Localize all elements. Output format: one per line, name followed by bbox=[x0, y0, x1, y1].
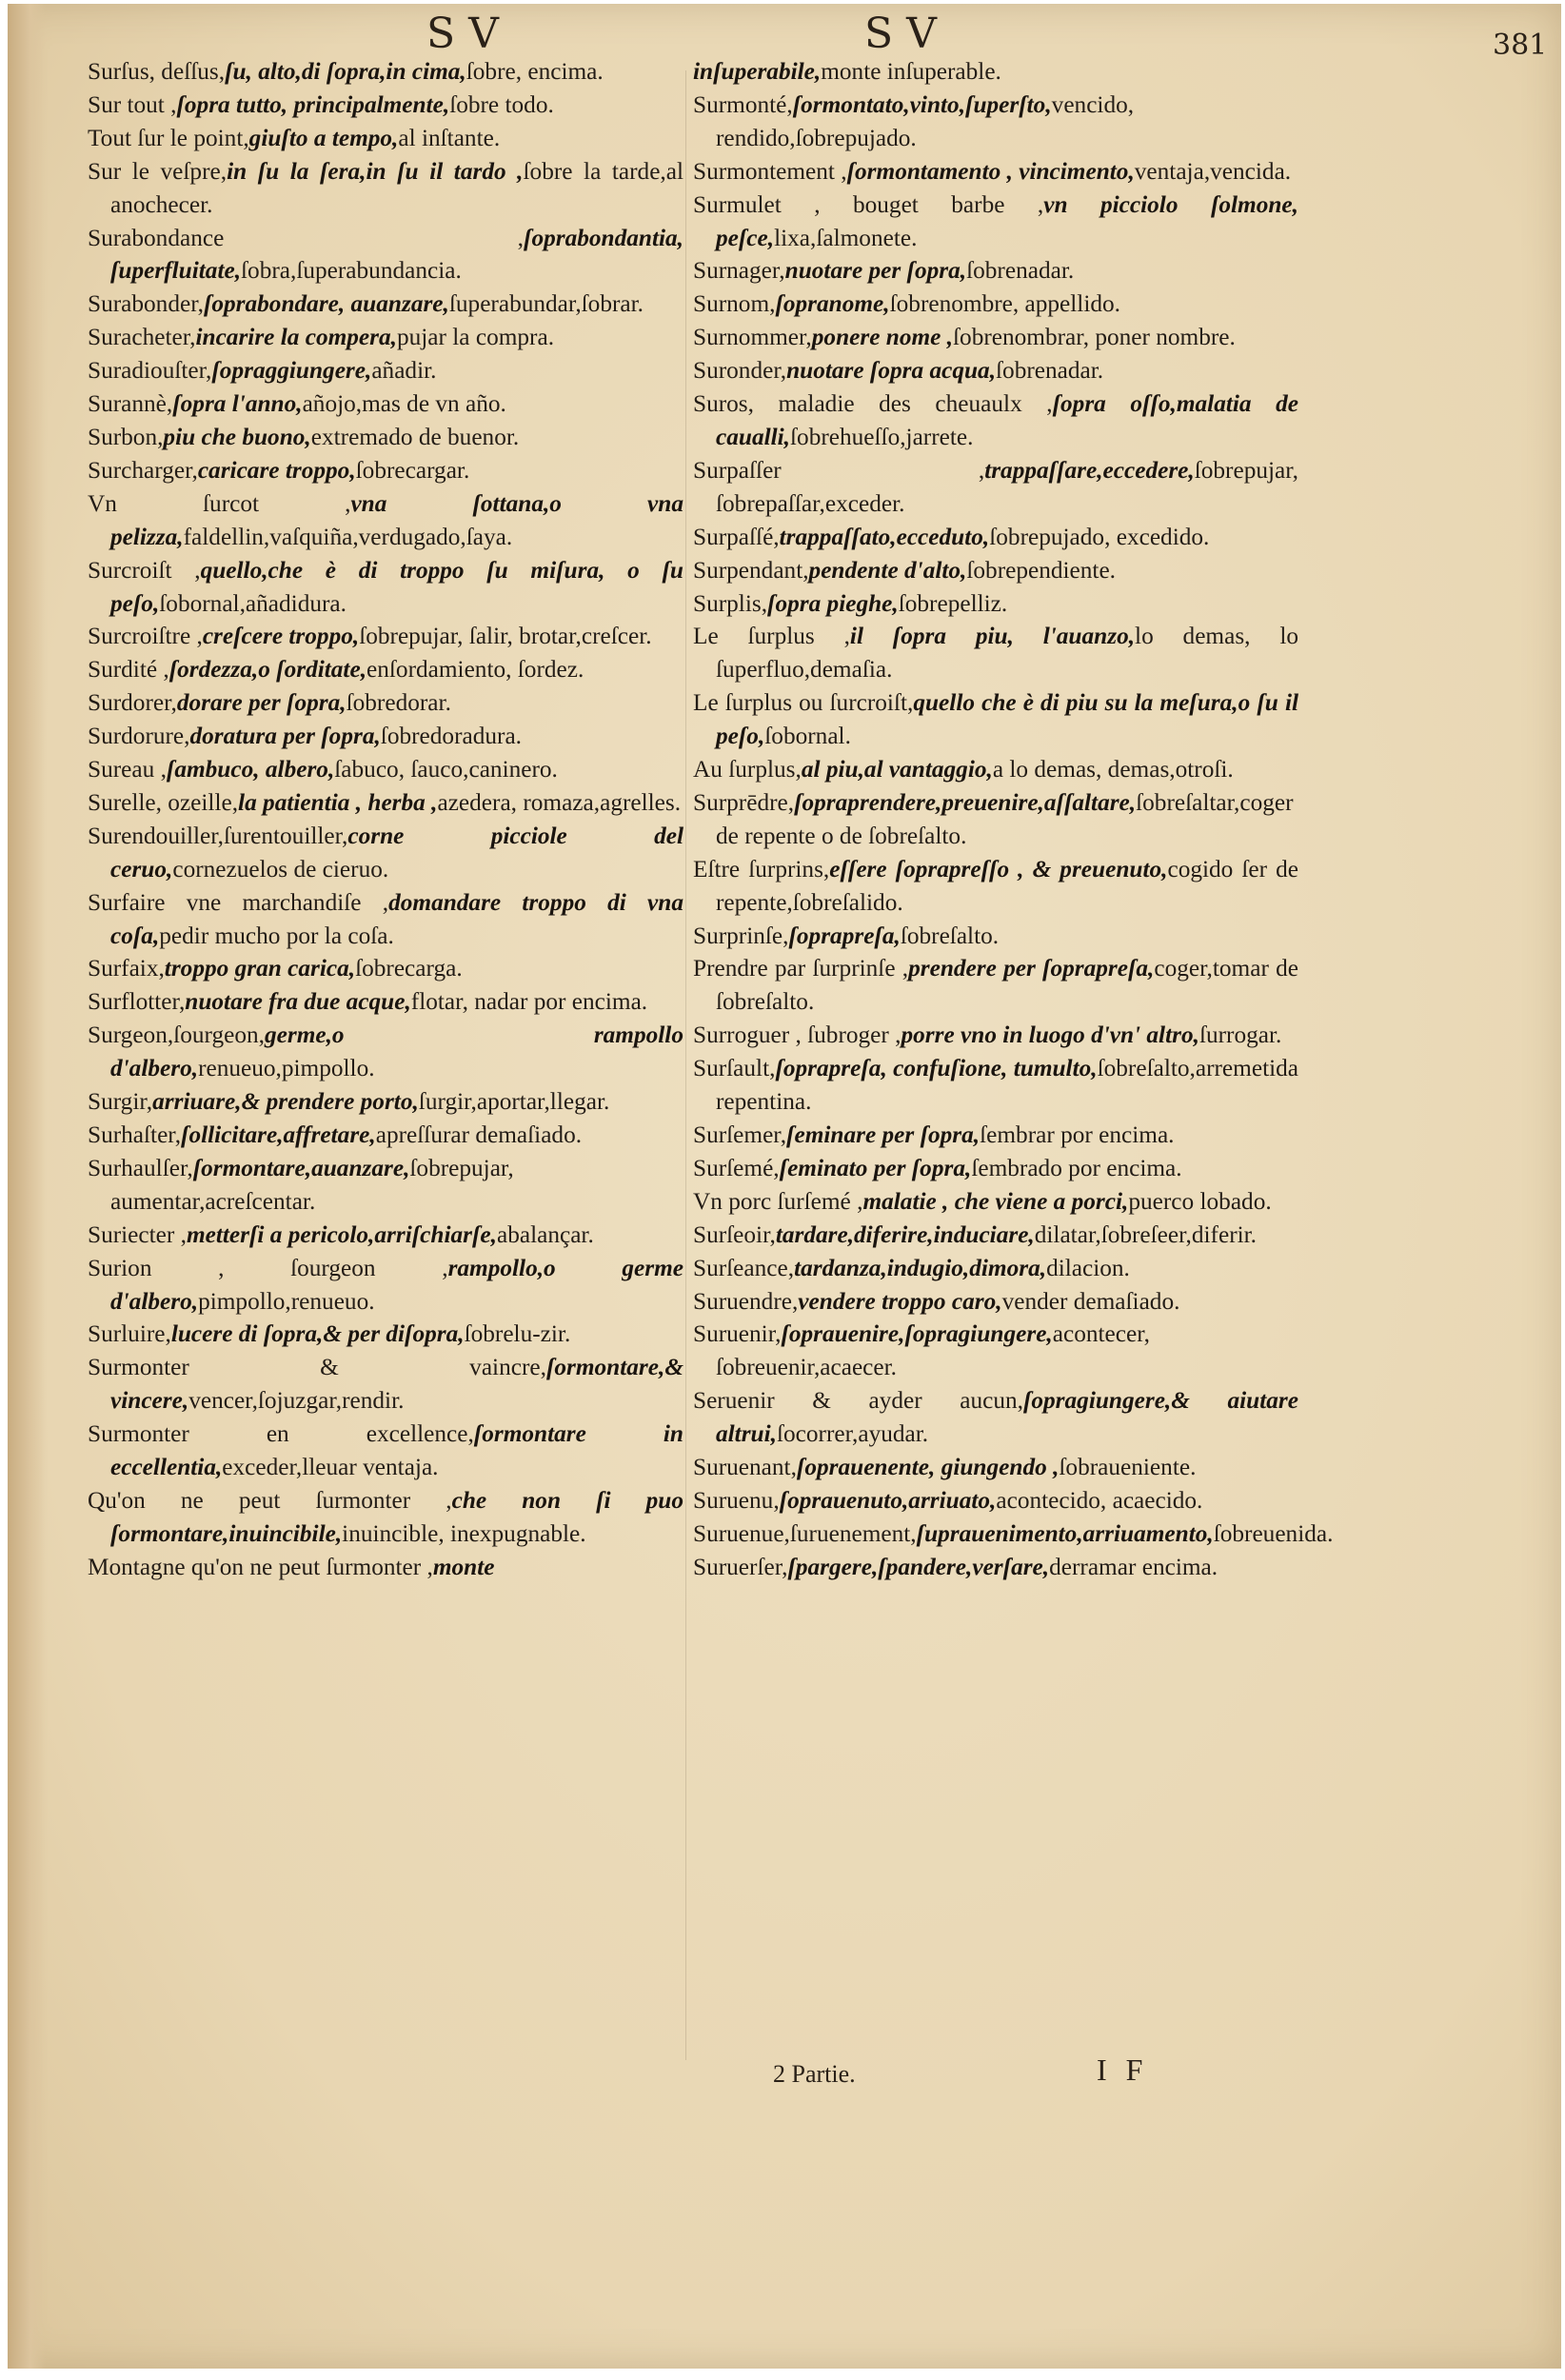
french-headword: Eſtre ſurprins, bbox=[693, 855, 830, 883]
italian-gloss: prendere per ſoprapreſa, bbox=[908, 955, 1155, 982]
signature-mark: I F bbox=[1097, 2053, 1149, 2087]
french-headword: Le ſurplus ou ſurcroiſt, bbox=[693, 689, 914, 717]
italian-gloss: quello che è di piu su la meſura,o ſu il peſo, bbox=[716, 689, 1299, 750]
italian-gloss: vna ſottana,o vna pelizza, bbox=[110, 489, 683, 550]
dictionary-entry bbox=[693, 354, 1298, 387]
italian-gloss: ponere nome , bbox=[811, 324, 954, 351]
dictionary-entry bbox=[88, 1418, 683, 1484]
dictionary-entry bbox=[88, 354, 683, 387]
dictionary-entry bbox=[88, 487, 683, 554]
dictionary-entry bbox=[88, 1152, 683, 1219]
french-headword: Surſus, deſſus, bbox=[88, 58, 226, 85]
italian-gloss: rampollo,o germe d'albero, bbox=[110, 1254, 683, 1315]
spanish-gloss: ſabuco, ſauco,caninero. bbox=[334, 756, 558, 783]
french-headword: Surcroiſt , bbox=[88, 556, 201, 584]
spanish-gloss: ſobrecargar. bbox=[355, 456, 470, 484]
spanish-gloss: ſobre, encima. bbox=[466, 58, 604, 85]
french-headword: Suruerſer, bbox=[693, 1553, 788, 1580]
french-headword: Surhaulſer, bbox=[88, 1154, 193, 1181]
french-headword: Surgir, bbox=[88, 1088, 153, 1116]
dictionary-entry bbox=[88, 620, 683, 653]
spanish-gloss: ſobrependiente. bbox=[966, 556, 1117, 584]
italian-gloss: ſeminato per ſopra, bbox=[779, 1154, 972, 1181]
spanish-gloss: ſobornal,añadidura. bbox=[159, 589, 347, 617]
spanish-gloss: lo demas, lo ſuperfluo,demaſia. bbox=[716, 623, 1298, 684]
dictionary-entry bbox=[693, 920, 1298, 953]
french-headword: Surgeon,ſourgeon, bbox=[88, 1021, 265, 1049]
dictionary-entry bbox=[693, 1517, 1334, 1551]
italian-gloss: ſopra pieghe, bbox=[767, 589, 899, 617]
dictionary-entry bbox=[693, 1152, 1298, 1185]
italian-gloss: ſormontare in eccellentia, bbox=[110, 1420, 683, 1481]
italian-gloss: ſuprauenimento,arriuamento, bbox=[916, 1519, 1214, 1547]
italian-gloss: troppo gran carica, bbox=[164, 955, 356, 982]
french-headword: Au ſurplus, bbox=[693, 756, 802, 783]
french-headword: Surion , ſourgeon , bbox=[88, 1254, 448, 1281]
french-headword: Surnommer, bbox=[693, 324, 812, 351]
dictionary-entry bbox=[88, 886, 683, 953]
spanish-gloss: enſordamiento, ſordez. bbox=[366, 656, 584, 684]
french-headword: Surprēdre, bbox=[693, 788, 795, 816]
italian-gloss: quello,che è di troppo ſu miſura, o ſu peſo, bbox=[110, 556, 683, 617]
running-head-right: SV bbox=[864, 10, 950, 58]
spanish-gloss: ventaja,vencida. bbox=[1134, 157, 1292, 185]
italian-gloss: nuotare per ſopra, bbox=[784, 257, 967, 285]
italian-gloss: ſopra l'anno, bbox=[172, 390, 303, 418]
italian-gloss: inſuperabile, bbox=[693, 58, 822, 85]
italian-gloss: germe,o rampollo d'albero, bbox=[110, 1021, 683, 1082]
spanish-gloss: pujar la compra. bbox=[396, 324, 555, 351]
dictionary-entry bbox=[693, 1185, 1298, 1219]
spanish-gloss: ſobrehueſſo,jarrete. bbox=[790, 423, 974, 450]
spanish-gloss: ſobreſalto. bbox=[900, 922, 1000, 949]
spanish-gloss: ſobrepujar, ſobrepaſſar,exceder. bbox=[716, 456, 1298, 517]
italian-gloss: porre vno in luogo d'vn' altro, bbox=[901, 1021, 1199, 1049]
dictionary-entry bbox=[88, 1252, 683, 1319]
italian-gloss: trappaſſare,eccedere, bbox=[984, 456, 1195, 484]
italian-gloss: domandare troppo di vna coſa, bbox=[110, 888, 683, 949]
french-headword: Suruenant, bbox=[693, 1454, 797, 1481]
dictionary-entry bbox=[693, 1052, 1298, 1119]
italian-gloss: vn picciolo ſolmone, peſce, bbox=[716, 190, 1298, 251]
italian-gloss: la patientia , herba , bbox=[238, 788, 438, 816]
french-headword: Suradiouſter, bbox=[88, 357, 212, 385]
french-headword: Surdorer, bbox=[88, 689, 177, 717]
italian-gloss: lucere di ſopra,& per diſopra, bbox=[170, 1320, 465, 1348]
french-headword: Surcharger, bbox=[88, 456, 198, 484]
dictionary-entry bbox=[693, 753, 1298, 786]
column-divider bbox=[685, 70, 686, 2060]
dictionary-entry bbox=[693, 587, 1298, 621]
page-number: 381 bbox=[1493, 29, 1548, 62]
french-headword: Surroguer , ſubroger , bbox=[693, 1021, 901, 1049]
italian-gloss: ſopragiungere,& aiutare altrui, bbox=[716, 1387, 1298, 1448]
italian-gloss: che non ſi puo ſormontare,inuincibile, bbox=[110, 1486, 684, 1547]
dictionary-entry bbox=[88, 222, 683, 288]
french-headword: Surfaix, bbox=[88, 955, 165, 982]
italian-gloss: vendere troppo caro, bbox=[798, 1287, 1002, 1315]
dictionary-entry bbox=[693, 1484, 1298, 1517]
spanish-gloss: ſobornal. bbox=[764, 723, 851, 750]
italian-gloss: ſormontato,vinto,ſuperſto, bbox=[792, 90, 1052, 118]
dictionary-entry bbox=[88, 1119, 683, 1152]
spanish-gloss: al inſtante. bbox=[398, 124, 501, 151]
dictionary-entry bbox=[693, 254, 1298, 288]
italian-gloss: nuotare ſopra acqua, bbox=[786, 357, 997, 385]
spanish-gloss: ſobrepujar, aumentar,acreſcentar. bbox=[110, 1154, 514, 1215]
italian-gloss: incarire la compera, bbox=[195, 324, 397, 351]
spanish-gloss: ſobrepelliz. bbox=[898, 589, 1008, 617]
spanish-gloss: ſocorrer,ayudar. bbox=[776, 1420, 929, 1448]
dictionary-entry bbox=[693, 155, 1298, 188]
french-headword: Surdorure, bbox=[88, 723, 190, 750]
signature-text: 2 Partie. bbox=[773, 2060, 856, 2088]
french-headword: Surendouiller,ſurentouiller, bbox=[88, 822, 348, 849]
french-headword: Surpendant, bbox=[693, 556, 809, 584]
dictionary-entry bbox=[88, 786, 683, 820]
spanish-gloss: inuincible, inexpugnable. bbox=[342, 1519, 586, 1547]
spanish-gloss: renueuo,pimpollo. bbox=[198, 1055, 375, 1082]
spanish-gloss: ſuperabundar,ſobrar. bbox=[448, 290, 644, 318]
spanish-gloss: ſobrenombre, appellido. bbox=[889, 290, 1120, 318]
french-headword: Surpaſſer , bbox=[693, 456, 985, 484]
italian-gloss: ſu, alto,di ſopra,in cima, bbox=[225, 58, 466, 85]
italian-gloss: ſormontare,& vincere, bbox=[110, 1354, 683, 1415]
french-headword: Sureau , bbox=[88, 756, 167, 783]
dictionary-entry bbox=[88, 720, 683, 753]
french-headword: Surprinſe, bbox=[693, 922, 789, 949]
italian-gloss: metterſi a pericolo,arriſchiarſe, bbox=[186, 1220, 497, 1248]
dictionary-entry bbox=[88, 89, 683, 122]
french-headword: Vn porc ſurſemé , bbox=[693, 1187, 863, 1215]
dictionary-entry bbox=[88, 554, 683, 621]
spanish-gloss: exceder,lleuar ventaja. bbox=[222, 1454, 439, 1481]
spanish-gloss: acontecer, ſobreuenir,acaecer. bbox=[716, 1320, 1150, 1381]
french-headword: Surabondance , bbox=[88, 224, 525, 251]
spanish-gloss: azedera, romaza,agrelles. bbox=[437, 788, 682, 816]
dictionary-entry bbox=[88, 820, 683, 886]
spanish-gloss: ſembrado por encima. bbox=[971, 1154, 1182, 1181]
spanish-gloss: derramar encima. bbox=[1049, 1553, 1218, 1580]
italian-gloss: ſopraggiungere, bbox=[211, 357, 372, 385]
running-head-left: SV bbox=[426, 10, 512, 58]
dictionary-entry bbox=[693, 188, 1298, 255]
spanish-gloss: monte inſuperable. bbox=[821, 58, 1001, 85]
dictionary-entry bbox=[693, 321, 1298, 354]
french-headword: Sur le veſpre, bbox=[88, 157, 228, 185]
spanish-gloss: pimpollo,renueuo. bbox=[198, 1287, 375, 1315]
spanish-gloss: coger,tomar de ſobreſalto. bbox=[716, 955, 1298, 1016]
french-headword: Surmonter & vaincre, bbox=[88, 1354, 546, 1381]
dictionary-entry bbox=[693, 1119, 1298, 1152]
italian-gloss: tardare,diferire,induciare, bbox=[775, 1220, 1035, 1248]
french-headword: Surluire, bbox=[88, 1320, 171, 1348]
french-headword: Qu'on ne peut ſurmonter , bbox=[88, 1486, 452, 1514]
spanish-gloss: ſobrenombrar, poner nombre. bbox=[953, 324, 1236, 351]
italian-gloss: arriuare,& prendere porto, bbox=[152, 1088, 419, 1116]
italian-gloss: dorare per ſopra, bbox=[176, 689, 347, 717]
french-headword: Surmonter en excellence, bbox=[88, 1420, 474, 1448]
french-headword: Suracheter, bbox=[88, 324, 196, 351]
dictionary-entry bbox=[693, 1318, 1298, 1384]
dictionary-entry bbox=[693, 686, 1298, 753]
spanish-gloss: ſobrepujado, excedido. bbox=[989, 523, 1210, 550]
french-headword: Surcroiſtre , bbox=[88, 623, 203, 650]
italian-gloss: ſollicitare,affretare, bbox=[181, 1121, 376, 1148]
italian-gloss: doratura per ſopra, bbox=[189, 723, 381, 750]
dictionary-entry bbox=[88, 985, 683, 1019]
italian-gloss: ſoprauenuto,arriuato, bbox=[779, 1486, 997, 1514]
dictionary-entry bbox=[693, 1451, 1298, 1484]
italian-gloss: corne picciole del ceruo, bbox=[110, 822, 683, 883]
dictionary-entry bbox=[88, 686, 683, 720]
italian-gloss: creſcere troppo, bbox=[202, 623, 360, 650]
spanish-gloss: ſobredoradura. bbox=[380, 723, 522, 750]
spanish-gloss: ſobraueniente. bbox=[1059, 1454, 1197, 1481]
spanish-gloss: ſobre todo. bbox=[449, 90, 554, 118]
italian-gloss: ſormontare,auanzare, bbox=[192, 1154, 410, 1181]
dictionary-entry bbox=[88, 55, 683, 89]
spanish-gloss: ſobreſaltar,coger de repente o de ſobreſalto. bbox=[716, 788, 1294, 849]
italian-gloss: ſoprapreſa, bbox=[788, 922, 901, 949]
dictionary-entry bbox=[88, 454, 683, 487]
dictionary-entry bbox=[693, 853, 1298, 920]
french-headword: Surſault, bbox=[693, 1055, 776, 1082]
spanish-gloss: ſobrenadar. bbox=[966, 257, 1075, 285]
spanish-gloss: a lo demas, demas,otroſi. bbox=[992, 756, 1234, 783]
french-headword: Surmonté, bbox=[693, 90, 793, 118]
french-headword: Surdité , bbox=[88, 656, 169, 684]
spanish-gloss: acontecido, acaecido. bbox=[996, 1486, 1203, 1514]
dictionary-entry bbox=[88, 753, 683, 786]
dictionary-entry bbox=[88, 387, 683, 421]
french-headword: Surmontement , bbox=[693, 157, 847, 185]
dictionary-entry bbox=[693, 521, 1298, 554]
dictionary-entry bbox=[88, 288, 683, 321]
dictionary-entry bbox=[693, 1019, 1298, 1052]
dictionary-entry bbox=[693, 1551, 1298, 1584]
left-column bbox=[88, 55, 683, 1584]
italian-gloss: ſoprabondare, auanzare, bbox=[203, 290, 449, 318]
spanish-gloss: faldellin,vaſquiña,verdugado,ſaya. bbox=[183, 523, 513, 550]
dictionary-entry bbox=[88, 653, 683, 686]
dictionary-entry bbox=[88, 1484, 683, 1551]
dictionary-entry bbox=[88, 1551, 683, 1584]
spanish-gloss: ſobredorar. bbox=[346, 689, 451, 717]
spanish-gloss: ſobra,ſuperabundancia. bbox=[241, 257, 462, 285]
italian-gloss: ſoprabondantia, ſuperfluitate, bbox=[110, 224, 683, 285]
spanish-gloss: lixa,ſalmonete. bbox=[774, 224, 918, 251]
dictionary-entry bbox=[88, 1318, 683, 1351]
italian-gloss: monte bbox=[432, 1553, 495, 1580]
french-headword: Suruendre, bbox=[693, 1287, 799, 1315]
dictionary-entry bbox=[88, 421, 683, 454]
italian-gloss: piu che buono, bbox=[163, 423, 311, 450]
dictionary-entry bbox=[88, 1085, 683, 1119]
french-headword: Surnager, bbox=[693, 257, 785, 285]
italian-gloss: ſoprauenente, giungendo , bbox=[796, 1454, 1060, 1481]
dictionary-entry bbox=[693, 1219, 1298, 1252]
spanish-gloss: dilatar,ſobreſeer,diferir. bbox=[1034, 1220, 1258, 1248]
french-headword: Suruenue,ſuruenement, bbox=[693, 1519, 917, 1547]
italian-gloss: ſormontamento , vincimento, bbox=[846, 157, 1135, 185]
spanish-gloss: ſobreſalto,arremetida repentina. bbox=[716, 1055, 1298, 1116]
french-headword: Surſemé, bbox=[693, 1154, 780, 1181]
italian-gloss: malatie , che viene a porci, bbox=[862, 1187, 1129, 1215]
spanish-gloss: abalançar. bbox=[496, 1220, 594, 1248]
french-headword: Vn ſurcot , bbox=[88, 489, 351, 517]
italian-gloss: ſoprauenire,ſopragiungere, bbox=[781, 1320, 1053, 1348]
french-headword: Prendre par ſurprinſe , bbox=[693, 955, 909, 982]
dictionary-entry bbox=[88, 1019, 683, 1085]
spanish-gloss: ſobrepujar, ſalir, brotar,creſcer. bbox=[359, 623, 652, 650]
french-headword: Surſemer, bbox=[693, 1121, 787, 1148]
french-headword: Surmulet , bouget barbe , bbox=[693, 190, 1044, 218]
dictionary-entry bbox=[693, 1384, 1298, 1451]
dictionary-entry bbox=[693, 1285, 1298, 1319]
italian-gloss: ſopra oſſo,malatia de caualli, bbox=[716, 390, 1298, 450]
dictionary-entry bbox=[88, 321, 683, 354]
french-headword: Surnom, bbox=[693, 290, 776, 318]
spanish-gloss: puerco lobado. bbox=[1128, 1187, 1272, 1215]
dictionary-entry bbox=[693, 786, 1298, 853]
italian-gloss: ſoprapreſa, confuſione, tumulto, bbox=[775, 1055, 1098, 1082]
spanish-gloss: ſurrogar. bbox=[1199, 1021, 1282, 1049]
dictionary-entry bbox=[693, 952, 1298, 1019]
spanish-gloss: vender demaſiado. bbox=[1001, 1287, 1180, 1315]
french-headword: Surannè, bbox=[88, 390, 173, 418]
italian-gloss: giuſto a tempo, bbox=[248, 124, 399, 151]
spanish-gloss: extremado de buenor. bbox=[310, 423, 520, 450]
dictionary-entry bbox=[88, 952, 683, 985]
spanish-gloss: cogido ſer de repente,ſobreſalido. bbox=[716, 855, 1298, 916]
french-headword: Surelle, ozeille, bbox=[88, 788, 239, 816]
italian-gloss: nuotare fra due acque, bbox=[185, 988, 411, 1016]
french-headword: Seruenir & ayder aucun, bbox=[693, 1387, 1023, 1415]
dictionary-entry bbox=[693, 554, 1298, 587]
spanish-gloss: añadir. bbox=[371, 357, 437, 385]
dictionary-entry bbox=[693, 55, 1298, 89]
dictionary-entry bbox=[693, 387, 1298, 454]
french-headword: Tout ſur le point, bbox=[88, 124, 249, 151]
spanish-gloss: cornezuelos de cieruo. bbox=[172, 855, 389, 883]
french-headword: Le ſurplus , bbox=[693, 623, 850, 650]
spanish-gloss: vencido, rendido,ſobrepujado. bbox=[716, 90, 1135, 151]
italian-gloss: ſopraprendere,preuenire,aſſaltare, bbox=[794, 788, 1137, 816]
dictionary-entry bbox=[693, 454, 1298, 521]
french-headword: Surabonder, bbox=[88, 290, 204, 318]
right-column bbox=[693, 55, 1334, 1584]
french-headword: Surfaire vne marchandiſe , bbox=[88, 888, 389, 916]
spanish-gloss: ſobrecarga. bbox=[355, 955, 463, 982]
italian-gloss: ſopra tutto, principalmente, bbox=[176, 90, 450, 118]
spanish-gloss: vencer,ſojuzgar,rendir. bbox=[188, 1387, 405, 1415]
french-headword: Suronder, bbox=[693, 357, 787, 385]
french-headword: Suruenu, bbox=[693, 1486, 780, 1514]
french-headword: Surhaſter, bbox=[88, 1121, 182, 1148]
spanish-gloss: añojo,mas de vn año. bbox=[302, 390, 506, 418]
french-headword: Surſeoir, bbox=[693, 1220, 776, 1248]
italian-gloss: ſopranome, bbox=[775, 290, 890, 318]
dictionary-entry bbox=[88, 155, 683, 222]
spanish-gloss: ſobrelu-zir. bbox=[464, 1320, 571, 1348]
dictionary-entry bbox=[88, 1351, 683, 1418]
dictionary-entry bbox=[693, 620, 1298, 686]
french-headword: Suros, maladie des cheuaulx , bbox=[693, 390, 1053, 418]
french-headword: Surpaſſé, bbox=[693, 523, 780, 550]
italian-gloss: ſpargere,ſpandere,verſare, bbox=[787, 1553, 1050, 1580]
italian-gloss: caricare troppo, bbox=[197, 456, 356, 484]
italian-gloss: eſſere ſoprapreſſo , & preuenuto, bbox=[829, 855, 1168, 883]
italian-gloss: in ſu la ſera,in ſu il tardo , bbox=[227, 157, 524, 185]
italian-gloss: ſordezza,o ſorditate, bbox=[168, 656, 367, 684]
dictionary-entry bbox=[88, 1219, 683, 1252]
spanish-gloss: pedir mucho por la coſa. bbox=[159, 922, 394, 949]
italian-gloss: al piu,al vantaggio, bbox=[801, 756, 993, 783]
dictionary-entry bbox=[693, 89, 1298, 155]
spanish-gloss: ſobreuenida. bbox=[1213, 1519, 1334, 1547]
spanish-gloss: ſobrenadar. bbox=[996, 357, 1104, 385]
italian-gloss: ſambuco, albero, bbox=[166, 756, 335, 783]
italian-gloss: trappaſſato,ecceduto, bbox=[779, 523, 990, 550]
french-headword: Surſeance, bbox=[693, 1254, 795, 1281]
spanish-gloss: ſembrar por encima. bbox=[980, 1121, 1175, 1148]
spanish-gloss: ſobre la tarde,al anochecer. bbox=[110, 157, 684, 218]
french-headword: Surflotter, bbox=[88, 988, 186, 1016]
french-headword: Montagne qu'on ne peut ſurmonter , bbox=[88, 1553, 433, 1580]
italian-gloss: pendente d'alto, bbox=[808, 556, 967, 584]
spanish-gloss: ſurgir,aportar,llegar. bbox=[418, 1088, 610, 1116]
french-headword: Sur tout , bbox=[88, 90, 177, 118]
french-headword: Surbon, bbox=[88, 423, 164, 450]
french-headword: Suruenir, bbox=[693, 1320, 782, 1348]
binding-gutter bbox=[8, 4, 46, 2369]
french-headword: Surplis, bbox=[693, 589, 768, 617]
italian-gloss: il ſopra piu, l'auanzo, bbox=[849, 623, 1136, 650]
spanish-gloss: dilacion. bbox=[1046, 1254, 1130, 1281]
page-paper bbox=[8, 4, 1561, 2369]
spanish-gloss: apreſſurar demaſiado. bbox=[375, 1121, 583, 1148]
dictionary-entry bbox=[693, 288, 1298, 321]
dictionary-entry bbox=[88, 122, 683, 155]
french-headword: Suriecter , bbox=[88, 1220, 187, 1248]
italian-gloss: ſeminare per ſopra, bbox=[786, 1121, 981, 1148]
dictionary-entry bbox=[693, 1252, 1298, 1285]
spanish-gloss: flotar, nadar por encima. bbox=[410, 988, 648, 1016]
italian-gloss: tardanza,indugio,dimora, bbox=[794, 1254, 1047, 1281]
